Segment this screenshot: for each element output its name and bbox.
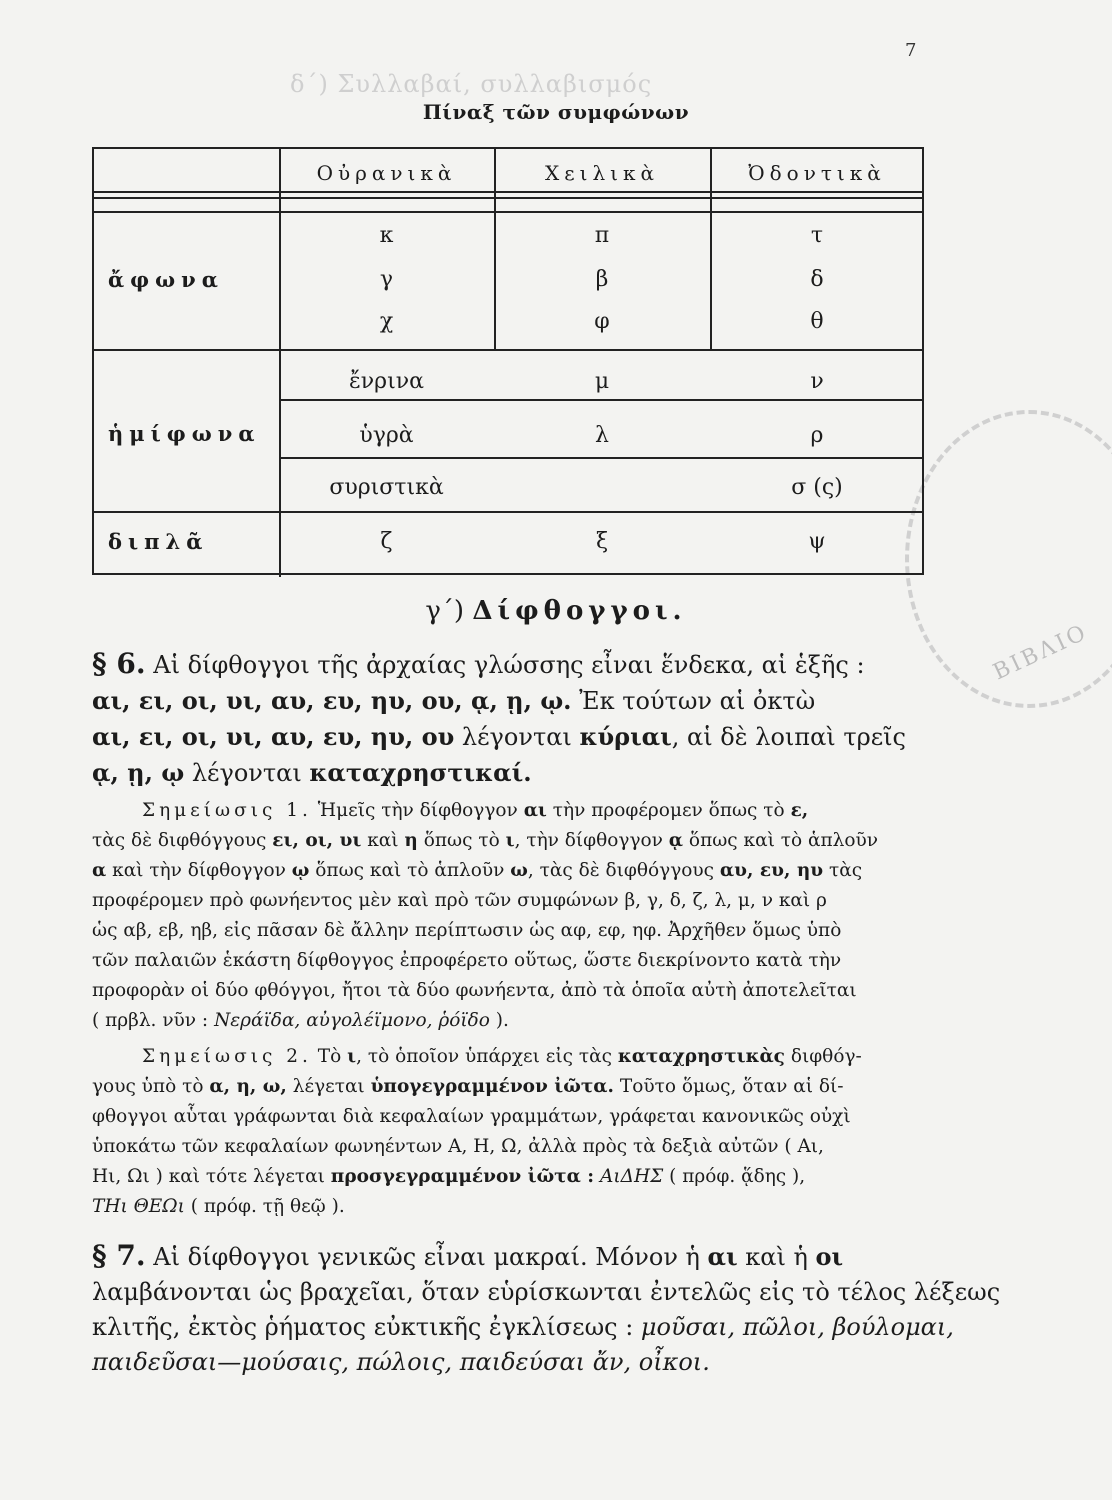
p7-italic: παιδεῦσαι—μούσαις, πώλοις, παιδεύσαι ἄν, οἶκοι.	[92, 1348, 710, 1376]
note-text: λέγεται	[286, 1076, 371, 1097]
note-text: τῶν παλαιῶν ἑκάστη δίφθογγος ἐπροφέρετο οὕτως, ὥστε διεκρίνοντο κατὰ τὴν	[92, 950, 842, 971]
note-bold: αυ, ευ, ηυ	[719, 860, 824, 881]
note-text: Τὸ	[311, 1046, 348, 1067]
note-text: διφθόγ-	[784, 1046, 862, 1067]
note-text: ( πρόφ. τῇ θεῷ ).	[184, 1196, 345, 1217]
note-bold: ω	[510, 860, 528, 881]
table-divider	[279, 399, 924, 401]
cell-mu: μ	[594, 369, 610, 394]
heading-word: Δίφθογγοι.	[472, 596, 687, 626]
cell-theta: θ	[810, 309, 824, 334]
cell-lambda: λ	[595, 423, 609, 448]
p7-bold: οι	[815, 1242, 844, 1271]
note-1	[92, 796, 934, 1036]
cell-beta: β	[595, 267, 609, 292]
note-bold: ε,	[790, 800, 809, 821]
cell-kappa: κ	[379, 223, 394, 248]
note-text: ὅπως καὶ τὸ ἁπλοῦν	[683, 830, 879, 851]
cell-tau: τ	[810, 223, 824, 248]
cell-pi: π	[594, 223, 610, 248]
cell-phi: φ	[594, 309, 610, 334]
p6-text: Ἐκ τούτων αἱ ὀκτὼ	[571, 687, 816, 715]
page-number: 7	[905, 40, 917, 61]
table-title: Πίναξ τῶν συμφώνων	[422, 100, 690, 124]
sub-label-ygra: ὑγρὰ	[359, 423, 414, 448]
paragraph-7	[92, 1238, 1001, 1380]
note-2	[92, 1042, 934, 1222]
table-divider	[94, 211, 924, 213]
table-divider	[94, 511, 924, 513]
table-divider	[279, 149, 281, 577]
note-bold: ει, οι, υι	[272, 830, 362, 851]
cell-zeta: ζ	[380, 529, 393, 554]
note-1-label: Σημείωσις 1.	[142, 800, 312, 821]
p6-bold: καταχρηστικαί.	[309, 758, 532, 787]
p7-italic: μοῦσαι, πῶλοι, βούλομαι,	[640, 1313, 954, 1341]
note-text: καὶ τὴν δίφθογγον	[106, 860, 292, 881]
p7-text: κλιτῆς, ἐκτὸς ῥήματος εὐκτικῆς ἐγκλίσεως :	[92, 1313, 641, 1341]
consonant-table	[92, 147, 924, 575]
note-text: ( πρόφ. ᾅδης ),	[663, 1166, 806, 1187]
note-text: τὰς	[823, 860, 863, 881]
note-italic: Νεράϊδα, αὐγολέϊμονο, ῥόϊδο	[214, 1010, 490, 1031]
cell-delta: δ	[810, 267, 824, 292]
paragraph-6	[92, 646, 934, 791]
note-text: ὅπως τὸ	[417, 830, 506, 851]
note-text: ).	[489, 1010, 509, 1031]
cell-rho: ρ	[810, 423, 824, 448]
note-bold: αι	[523, 800, 547, 821]
p7-bold: αι	[707, 1242, 738, 1271]
cell-xi: ξ	[595, 529, 609, 554]
note-text: Τοῦτο ὅμως, ὅταν αἱ δί-	[613, 1076, 844, 1097]
note-text: τὰς δὲ διφθόγγους	[92, 830, 273, 851]
note-2-label: Σημείωσις 2.	[142, 1046, 312, 1067]
table-divider	[279, 457, 924, 459]
note-text: καὶ	[361, 830, 405, 851]
note-bold: προσγεγραμμένον ἰῶτα :	[330, 1166, 595, 1187]
note-bold: ι	[347, 1046, 357, 1067]
ghost-heading: δ΄) Συλλαβαί, συλλαβισμός	[290, 70, 653, 98]
note-bold: α	[92, 860, 107, 881]
p7-text: καὶ ἡ	[737, 1243, 816, 1271]
note-bold: ι	[505, 830, 515, 851]
table-divider	[94, 191, 924, 193]
table-divider	[94, 349, 924, 351]
column-header-palatal: Οὐρανικὰ	[316, 161, 457, 185]
note-text: φθογγοι αὗται γράφωνται διὰ κεφαλαίων γραμμάτων, γράφεται κανονικῶς οὐχὶ	[92, 1106, 851, 1127]
p6-text: λέγονται	[454, 723, 580, 751]
p6-text: Αἱ δίφθογγοι τῆς ἀρχαίας γλώσσης εἶναι ἕνδεκα, αἱ ἑξῆς :	[145, 651, 865, 679]
note-text: Ἡμεῖς τὴν δίφθογγον	[311, 800, 524, 821]
note-text: γους ὑπὸ τὸ	[92, 1076, 210, 1097]
cell-chi: χ	[379, 309, 394, 334]
section-6-mark: § 6.	[92, 647, 146, 680]
diphthongs-heading	[0, 596, 1112, 626]
note-text: προφορὰν οἱ δύο φθόγγοι, ἤτοι τὰ δύο φωνήεντα, ἀπὸ τὰ ὁποῖα αὐτὴ ἀποτελεῖται	[92, 980, 857, 1001]
note-text: προφέρομεν πρὸ φωνήεντος μὲν καὶ πρὸ τῶν συμφώνων β, γ, δ, ζ, λ, μ, ν καὶ ρ	[92, 890, 827, 911]
p6-text: λέγονται	[184, 759, 310, 787]
note-bold: ῳ	[291, 860, 310, 881]
row-label-imifona: ἡμίφωνα	[108, 421, 261, 446]
cell-nu: ν	[810, 369, 824, 394]
p6-bold: αι, ει, οι, υι, αυ, ευ, ηυ, ου	[92, 722, 455, 751]
note-text: ( πρβλ. νῦν :	[92, 1010, 215, 1031]
note-italic: ΑιΔΗΣ	[600, 1166, 664, 1187]
note-text: , τὴν δίφθογγον	[514, 830, 669, 851]
p6-bold: αι, ει, οι, υι, αυ, ευ, ηυ, ου, ᾳ, ῃ, ῳ.	[92, 686, 572, 715]
sub-label-syristika: συριστικὰ	[329, 475, 444, 500]
note-bold: α, η, ω,	[209, 1076, 287, 1097]
row-label-dipla: διπλᾶ	[108, 529, 209, 554]
row-label-afona: ἄφωνα	[108, 267, 224, 292]
note-bold: η	[404, 830, 418, 851]
note-bold: ᾳ	[668, 830, 684, 851]
note-text: , τὰς δὲ διφθόγγους	[527, 860, 720, 881]
p7-text: λαμβάνονται ὡς βραχεῖαι, ὅταν εὑρίσκωνται ἐντελῶς εἰς τὸ τέλος λέξεως	[92, 1278, 1001, 1306]
note-text: , τὸ ὁποῖον ὑπάρχει εἰς τὰς	[356, 1046, 618, 1067]
sub-label-enrina: ἔνρινα	[349, 369, 424, 394]
section-7-mark: § 7.	[92, 1239, 146, 1272]
note-text: Ηι, Ωι ) καὶ τότε λέγεται	[92, 1166, 331, 1187]
p6-bold: κύριαι	[579, 722, 672, 751]
cell-sigma: σ (ς)	[791, 475, 843, 500]
note-bold: ὑπογεγραμμένον ἰῶτα.	[370, 1076, 614, 1097]
note-text: ὅπως καὶ τὸ ἁπλοῦν	[309, 860, 511, 881]
note-text: τὴν προφέρομεν ὅπως τὸ	[546, 800, 791, 821]
note-text: ὡς αβ, εβ, ηβ, εἰς πᾶσαν δὲ ἄλλην περίπτωσιν ὡς αφ, εφ, ηφ. Ἀρχῆθεν ὅμως ὑπὸ	[92, 920, 842, 941]
cell-gamma: γ	[379, 267, 394, 292]
column-header-labial: Χειλικὰ	[545, 161, 659, 185]
p7-text: Αἱ δίφθογγοι γενικῶς εἶναι μακραί. Μόνον ἡ	[145, 1243, 708, 1271]
table-divider	[94, 197, 924, 199]
p6-bold: ᾳ, ῃ, ῳ	[92, 758, 185, 787]
p6-text: , αἱ δὲ λοιπαὶ τρεῖς	[671, 723, 906, 751]
note-bold: καταχρηστικὰς	[617, 1046, 785, 1067]
note-text: ὑποκάτω τῶν κεφαλαίων φωνηέντων Α, Η, Ω, ἀλλὰ πρὸς τὰ δεξιὰ αὐτῶν ( Αι,	[92, 1136, 824, 1157]
heading-number: γ΄)	[425, 596, 465, 626]
stamp-text: BIBΛIO	[989, 619, 1093, 686]
note-italic: ΤΗι ΘΕΩι	[92, 1196, 185, 1217]
cell-psi: ψ	[808, 529, 826, 554]
column-header-dental: Ὀδοντικὰ	[748, 161, 886, 185]
